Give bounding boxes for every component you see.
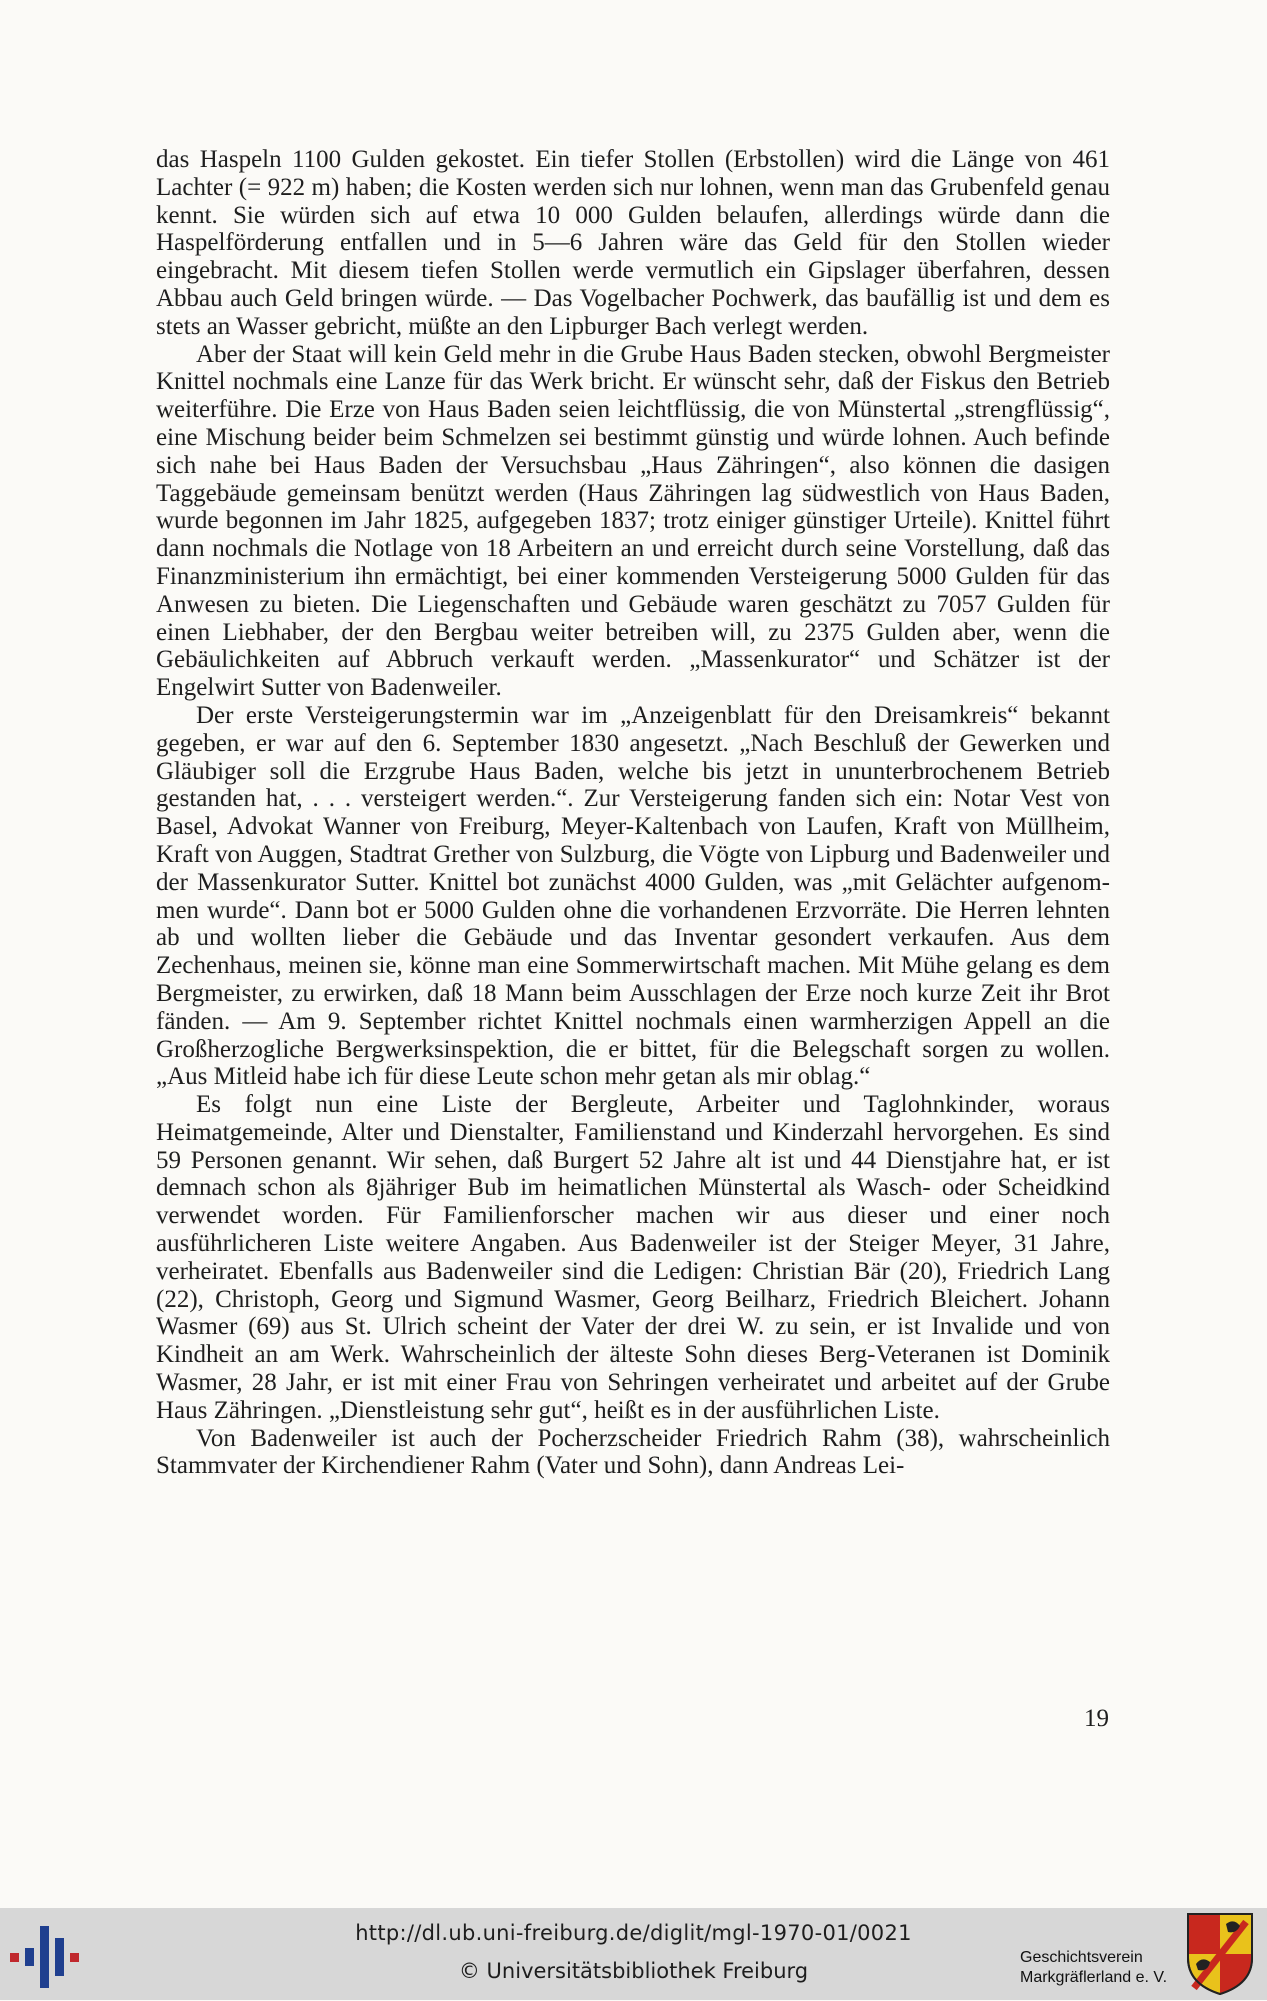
coat-of-arms-icon: [1186, 1912, 1254, 2001]
paragraph-5: Von Badenweiler ist auch der Pocherzscheider Friedrich Rahm (38), wahrscheinlich Stammvater der Kirchendiener Rahm (Vater und Sohn), dann Andreas Lei-: [156, 1424, 1110, 1480]
society-name: [1020, 1948, 1167, 1988]
paragraph-1: das Haspeln 1100 Gulden gekostet. Ein tiefer Stollen (Erbstollen) wird die Länge von 461 Lachter (= 922 m) haben; die Kosten werden sich nur lohnen, wenn man das Grubenfeld genau kennt. Sie würden sich auf etwa 10 000 Gulden belaufen, allerdings würde dann die Haspelförderung entfallen und in 5—6 Jahren wäre das Geld für den Stollen wieder eingebracht. Mit diesem tiefen Stollen werde vermutlich ein Gipslager überfahren, dessen Abbau auch Geld bringen würde. — Das Vogelbacher Pochwerk, das baufällig ist und dem es stets an Wasser gebricht, müßte an den Lipburger Bach verlegt werden.: [156, 146, 1110, 340]
viewer-footer: [0, 1908, 1267, 2000]
page-body: [156, 146, 1110, 1480]
page-number: 19: [1084, 1705, 1109, 1732]
society-name-line1: Geschichtsverein: [1020, 1949, 1143, 1966]
permalink-url[interactable]: http://dl.ub.uni-freiburg.de/diglit/mgl-1970-01/0021: [355, 1921, 912, 1945]
copyright-notice: © Universitätsbibliothek Freiburg: [458, 1959, 809, 1983]
paragraph-3: Der erste Versteigerungstermin war im „Anzeigenblatt für den Dreisamkreis“ bekannt gegeben, er war auf den 6. September 1830 angesetzt. „Nach Beschluß der Gewerken und Gläubiger soll die Erzgrube Haus Baden, welche bis jetzt in ununterbrochenem Betrieb gestanden hat, . . . versteigert werden.“. Zur Versteigerung fanden sich ein: Notar Vest von Basel, Advokat Wanner von Freiburg, Meyer-Kaltenbach von Laufen, Kraft von Müllheim, Kraft von Auggen, Stadtrat Grether von Sulzburg, die Vögte von Lipburg und Badenweiler und der Massenkurator Sutter. Knittel bot zunächst 4000 Gulden, was „mit Gelächter aufgenommen wurde“. Dann bot er 5000 Gulden ohne die vorhandenen Erzvorräte. Die Herren lehnten ab und wollten lieber die Gebäude und das Inventar gesondert verkaufen. Aus dem Zechenhaus, meinen sie, könne man eine Sommerwirtschaft machen. Mit Mühe gelang es dem Bergmeister, zu erwirken, daß 18 Mann beim Ausschlagen der Erze noch kurze Zeit ihr Brot fänden. — Am 9. September richtet Knittel nochmals einen warmherzigen Appell an die Großherzogliche Bergwerksinspektion, die er bittet, für die Belegschaft sorgen zu wollen. „Aus Mitleid habe ich für diese Leute schon mehr getan als mir oblag.“: [156, 701, 1110, 1091]
paragraph-4: Es folgt nun eine Liste der Bergleute, Arbeiter und Taglohnkinder, woraus Heimatgemeinde, Alter und Dienstalter, Familienstand und Kinderzahl hervorgehen. Es sind 59 Personen genannt. Wir sehen, daß Burgert 52 Jahre alt ist und 44 Dienstjahre hat, er ist demnach schon als 8jähriger Bub im heimatlichen Münstertal als Wasch- oder Scheidkind verwendet worden. Für Familienforscher machen wir aus dieser und einer noch ausführlicheren Liste weitere Angaben. Aus Badenweiler ist der Steiger Meyer, 31 Jahre, verheiratet. Ebenfalls aus Badenweiler sind die Ledigen: Christian Bär (20), Friedrich Lang (22), Christoph, Georg und Sigmund Wasmer, Georg Beilharz, Friedrich Bleichert. Johann Wasmer (69) aus St. Ulrich scheint der Vater der drei W. zu sein, er ist Invalide und von Kindheit an am Werk. Wahrscheinlich der älteste Sohn dieses Berg-Veteranen ist Dominik Wasmer, 28 Jahr, er ist mit einer Frau von Sehringen verheiratet und arbeitet auf der Grube Haus Zähringen. „Dienstleistung sehr gut“, heißt es in der ausführlichen Liste.: [156, 1091, 1110, 1424]
paragraph-2: Aber der Staat will kein Geld mehr in die Grube Haus Baden stecken, obwohl Bergmeister Knittel nochmals eine Lanze für das Werk bricht. Er wünscht sehr, daß der Fiskus den Betrieb weiterführe. Die Erze von Haus Baden seien leichtflüssig, die von Münstertal „strengflüssig“, eine Mischung beider beim Schmelzen sei bestimmt günstig und würde lohnen. Auch befinde sich nahe bei Haus Baden der Versuchsbau „Haus Zähringen“, also können die dasigen Taggebäude gemeinsam benützt werden (Haus Zähringen lag südwestlich von Haus Baden, wurde begonnen im Jahr 1825, aufgegeben 1837; trotz einiger günstiger Urteile). Knittel führt dann nochmals die Notlage von 18 Arbeitern an und erreicht durch seine Vorstellung, daß das Finanzministerium ihn ermächtigt, bei einer kommenden Versteigerung 5000 Gulden für das Anwesen zu bieten. Die Liegenschaften und Gebäude waren geschätzt zu 7057 Gulden für einen Liebhaber, der den Bergbau weiter betreiben will, zu 2375 Gulden aber, wenn die Gebäulichkeiten auf Abbruch verkauft werden. „Massenkurator“ und Schätzer ist der Engelwirt Sutter von Badenweiler.: [156, 340, 1110, 702]
society-name-line2: Markgräflerland e. V.: [1020, 1969, 1168, 1986]
